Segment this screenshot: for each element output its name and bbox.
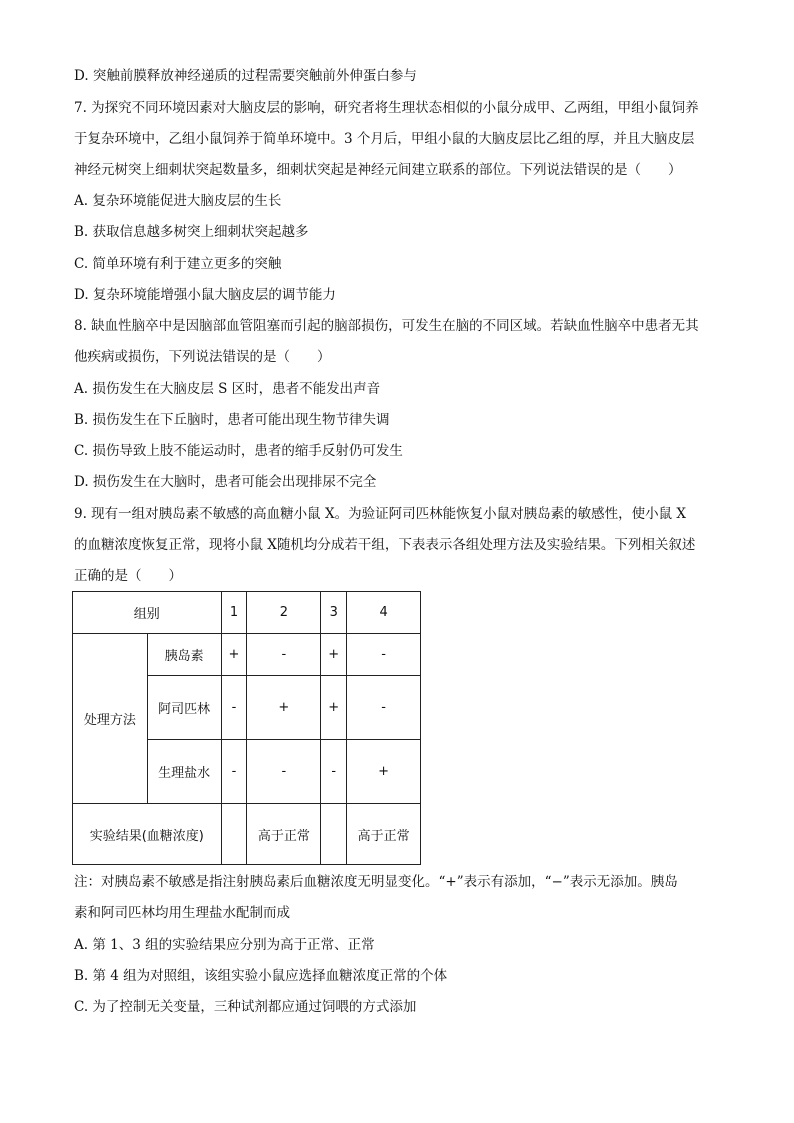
q6-option-d: D. 突触前膜释放神经递质的过程需要突触前外伸蛋白参与 [74, 68, 417, 84]
q7-stem-line-3: 神经元树突上细刺状突起数量多，细刺状突起是神经元间建立联系的部位。下列说法错误的是（ ） [74, 162, 682, 178]
q9-option-c: C. 为了控制无关变量，三种试剂都应通过饲喂的方式添加 [74, 999, 417, 1015]
row-name-saline: 生理盐水 [147, 740, 221, 804]
group-header-label: 组别 [73, 592, 222, 634]
experiment-table [72, 591, 421, 865]
q8-stem-line-2: 他疾病或损伤，下列说法错误的是（ ） [74, 349, 331, 365]
table-header-row [73, 592, 421, 634]
row-name-aspirin: 阿司匹林 [147, 676, 221, 740]
cell-result-1 [221, 804, 247, 865]
q8-stem-line-1: 8. 缺血性脑卒中是因脑部血管阻塞而引起的脑部损伤，可发生在脑的不同区域。若缺血性脑卒中患者无其 [74, 318, 699, 334]
row-name-insulin: 胰岛素 [147, 634, 221, 676]
table-note-line-2: 素和阿司匹林均用生理盐水配制而成 [74, 905, 290, 921]
group-header-4: 4 [347, 592, 421, 634]
cell-aspirin-4: - [347, 676, 421, 740]
table-row-insulin [73, 634, 421, 676]
cell-insulin-2: - [247, 634, 321, 676]
cell-result-2: 高于正常 [247, 804, 321, 865]
cell-insulin-3: + [321, 634, 347, 676]
q9-stem-line-3: 正确的是（ ） [74, 568, 182, 584]
q7-option-a: A. 复杂环境能促进大脑皮层的生长 [74, 193, 282, 209]
table-note-line-1: 注：对胰岛素不敏感是指注射胰岛素后血糖浓度无明显变化。“+”表示有添加，“−”表示无添加。胰岛 [74, 874, 678, 890]
q9-option-a: A. 第 1、3 组的实验结果应分别为高于正常、正常 [74, 937, 375, 953]
group-header-1: 1 [221, 592, 247, 634]
cell-result-3 [321, 804, 347, 865]
q7-stem-line-1: 7. 为探究不同环境因素对大脑皮层的影响，研究者将生理状态相似的小鼠分成甲、乙两组，甲组小鼠饲养 [74, 100, 699, 116]
q7-option-c: C. 简单环境有利于建立更多的突触 [74, 256, 282, 272]
cell-aspirin-2: + [247, 676, 321, 740]
cell-saline-2: - [247, 740, 321, 804]
cell-aspirin-3: + [321, 676, 347, 740]
table-row-result [73, 804, 421, 865]
q8-option-d: D. 损伤发生在大脑时，患者可能会出现排尿不完全 [74, 474, 377, 490]
q9-stem-line-1: 9. 现有一组对胰岛素不敏感的高血糖小鼠 X。为验证阿司匹林能恢复小鼠对胰岛素的敏感性，使小鼠 X [74, 506, 686, 522]
method-label: 处理方法 [73, 634, 148, 804]
cell-saline-4: + [347, 740, 421, 804]
q8-option-c: C. 损伤导致上肢不能运动时，患者的缩手反射仍可发生 [74, 443, 403, 459]
q7-stem-line-2: 于复杂环境中，乙组小鼠饲养于简单环境中。3 个月后，甲组小鼠的大脑皮层比乙组的厚，并且大脑皮层 [74, 131, 695, 147]
group-header-2: 2 [247, 592, 321, 634]
cell-saline-3: - [321, 740, 347, 804]
cell-result-4: 高于正常 [347, 804, 421, 865]
q8-option-b: B. 损伤发生在下丘脑时，患者可能出现生物节律失调 [74, 412, 390, 428]
cell-insulin-1: + [221, 634, 247, 676]
result-label: 实验结果(血糖浓度) [73, 804, 222, 865]
q7-option-d: D. 复杂环境能增强小鼠大脑皮层的调节能力 [74, 287, 336, 303]
q9-option-b: B. 第 4 组为对照组，该组实验小鼠应选择血糖浓度正常的个体 [74, 968, 448, 984]
q7-option-b: B. 获取信息越多树突上细刺状突起越多 [74, 224, 309, 240]
group-header-3: 3 [321, 592, 347, 634]
cell-saline-1: - [221, 740, 247, 804]
cell-insulin-4: - [347, 634, 421, 676]
q8-option-a: A. 损伤发生在大脑皮层 S 区时，患者不能发出声音 [74, 381, 381, 397]
q9-stem-line-2: 的血糖浓度恢复正常，现将小鼠 X随机均分成若干组，下表表示各组处理方法及实验结果。下列相关叙述 [74, 537, 696, 553]
cell-aspirin-1: - [221, 676, 247, 740]
